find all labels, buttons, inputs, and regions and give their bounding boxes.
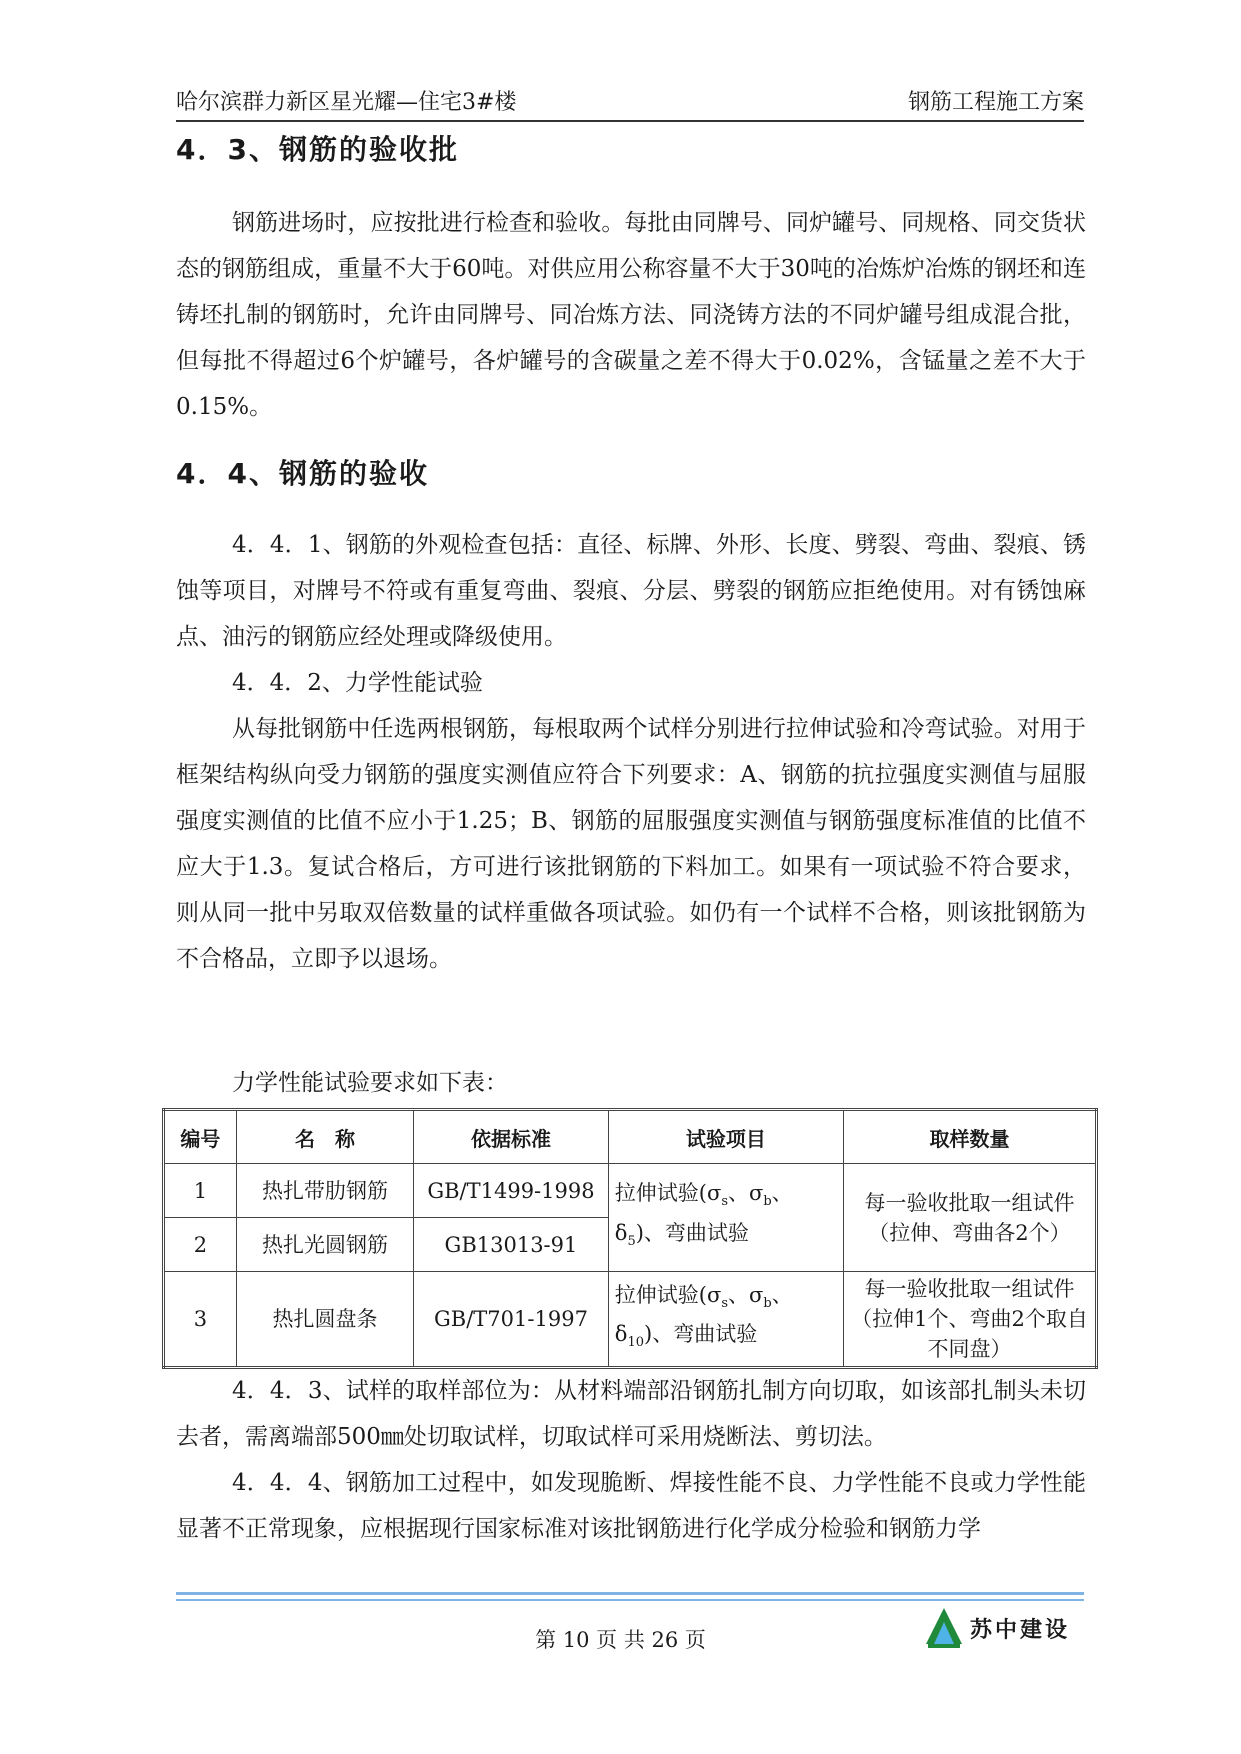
row-no: 3 xyxy=(164,1272,237,1368)
table-header-row xyxy=(164,1110,1097,1164)
section-4-3-paragraph: 钢筋进场时，应按批进行检查和验收。每批由同牌号、同炉罐号、同规格、同交货状态的钢筋组成，重量不大于60吨。对供应用公称容量不大于30吨的冶炼炉冶炼的钢坯和连铸坯扎制的钢筋时，允许由同牌号、同冶炼方法、同浇铸方法的不同炉罐号组成混合批，但每批不得超过6个炉罐号，各炉罐号的含碳量之差不得大于0.02%，含锰量之差不大于0.15%。 xyxy=(176,210,1086,420)
section-heading-4-4: 4．4、钢筋的验收 xyxy=(176,457,429,490)
row-name: 热扎光圆钢筋 xyxy=(236,1218,413,1272)
page-header xyxy=(176,84,1084,122)
section-heading-4-3: 4．3、钢筋的验收批 xyxy=(176,133,459,166)
paragraph-4-4-4: 4．4．4、钢筋加工过程中，如发现脆断、焊接性能不良、力学性能不良或力学性能显著不正常现象，应根据现行国家标准对该批钢筋进行化学成分检验和钢筋力学 xyxy=(176,1470,1086,1542)
header-project-title: 哈尔滨群力新区星光耀—住宅3#楼 xyxy=(176,90,517,115)
row-standard: GB/T1499-1998 xyxy=(414,1164,609,1218)
company-logo xyxy=(924,1606,1070,1650)
row-sample-qty: 每一验收批取一组试件（拉伸、弯曲各2个） xyxy=(843,1164,1096,1272)
row-name: 热扎带肋钢筋 xyxy=(236,1164,413,1218)
paragraph-4-4-2-body: 从每批钢筋中任选两根钢筋，每根取两个试样分别进行拉伸试验和冷弯试验。对用于框架结构纵向受力钢筋的强度实测值应符合下列要求：A、钢筋的抗拉强度实测值与屈服强度实测值的比值不应小于1.25；B、钢筋的屈服强度实测值与钢筋强度标准值的比值不应大于1.3。复试合格后，方可进行该批钢筋的下料加工。如果有一项试验不符合要求，则从同一批中另取双倍数量的试样重做各项试验。如仍有一个试样不合格，则该批钢筋为不合格品，立即予以退场。 xyxy=(176,716,1086,972)
row-sample-qty: 每一验收批取一组试件（拉伸1个、弯曲2个取自不同盘） xyxy=(843,1272,1096,1368)
page-number: 第 10 页 共 26 页 xyxy=(535,1628,706,1652)
header-standard: 依据标准 xyxy=(414,1110,609,1164)
row-no: 1 xyxy=(164,1164,237,1218)
company-name: 苏中建设 xyxy=(970,1617,1071,1643)
header-document-title: 钢筋工程施工方案 xyxy=(907,90,1084,115)
row-no: 2 xyxy=(164,1218,237,1272)
row-name: 热扎圆盘条 xyxy=(236,1272,413,1368)
building-logo-icon xyxy=(924,1606,964,1650)
row-test-items: 拉伸试验($\sigma_s$、$\sigma_b$、$\delta_{10}$)、弯曲试验 xyxy=(608,1272,843,1368)
paragraph-4-4-3: 4．4．3、试样的取样部位为：从材料端部沿钢筋扎制方向切取，如该部扎制头未切去者，需离端部500㎜处切取试样，切取试样可采用烧断法、剪切法。 xyxy=(176,1378,1086,1450)
row-standard: GB/T701-1997 xyxy=(414,1272,609,1368)
mechanical-test-table xyxy=(162,1108,1098,1369)
table-row xyxy=(164,1272,1097,1368)
table-row xyxy=(164,1164,1097,1218)
header-sample-qty: 取样数量 xyxy=(843,1110,1096,1164)
footer-divider xyxy=(176,1592,1084,1601)
header-name: 名 称 xyxy=(236,1110,413,1164)
paragraph-4-4-2-title: 4．4．2、力学性能试验 xyxy=(232,670,483,696)
header-test-items: 试验项目 xyxy=(608,1110,843,1164)
paragraph-4-4-1: 4．4．1、钢筋的外观检查包括：直径、标牌、外形、长度、劈裂、弯曲、裂痕、锈蚀等项目，对牌号不符或有重复弯曲、裂痕、分层、劈裂的钢筋应拒绝使用。对有锈蚀麻点、油污的钢筋应经处理或降级使用。 xyxy=(176,532,1086,650)
header-no: 编号 xyxy=(164,1110,237,1164)
row-test-items: 拉伸试验($\sigma_s$、$\sigma_b$、$\delta_5$)、弯曲试验 xyxy=(608,1164,843,1272)
row-standard: GB13013-91 xyxy=(414,1218,609,1272)
table-intro: 力学性能试验要求如下表： xyxy=(232,1070,508,1096)
